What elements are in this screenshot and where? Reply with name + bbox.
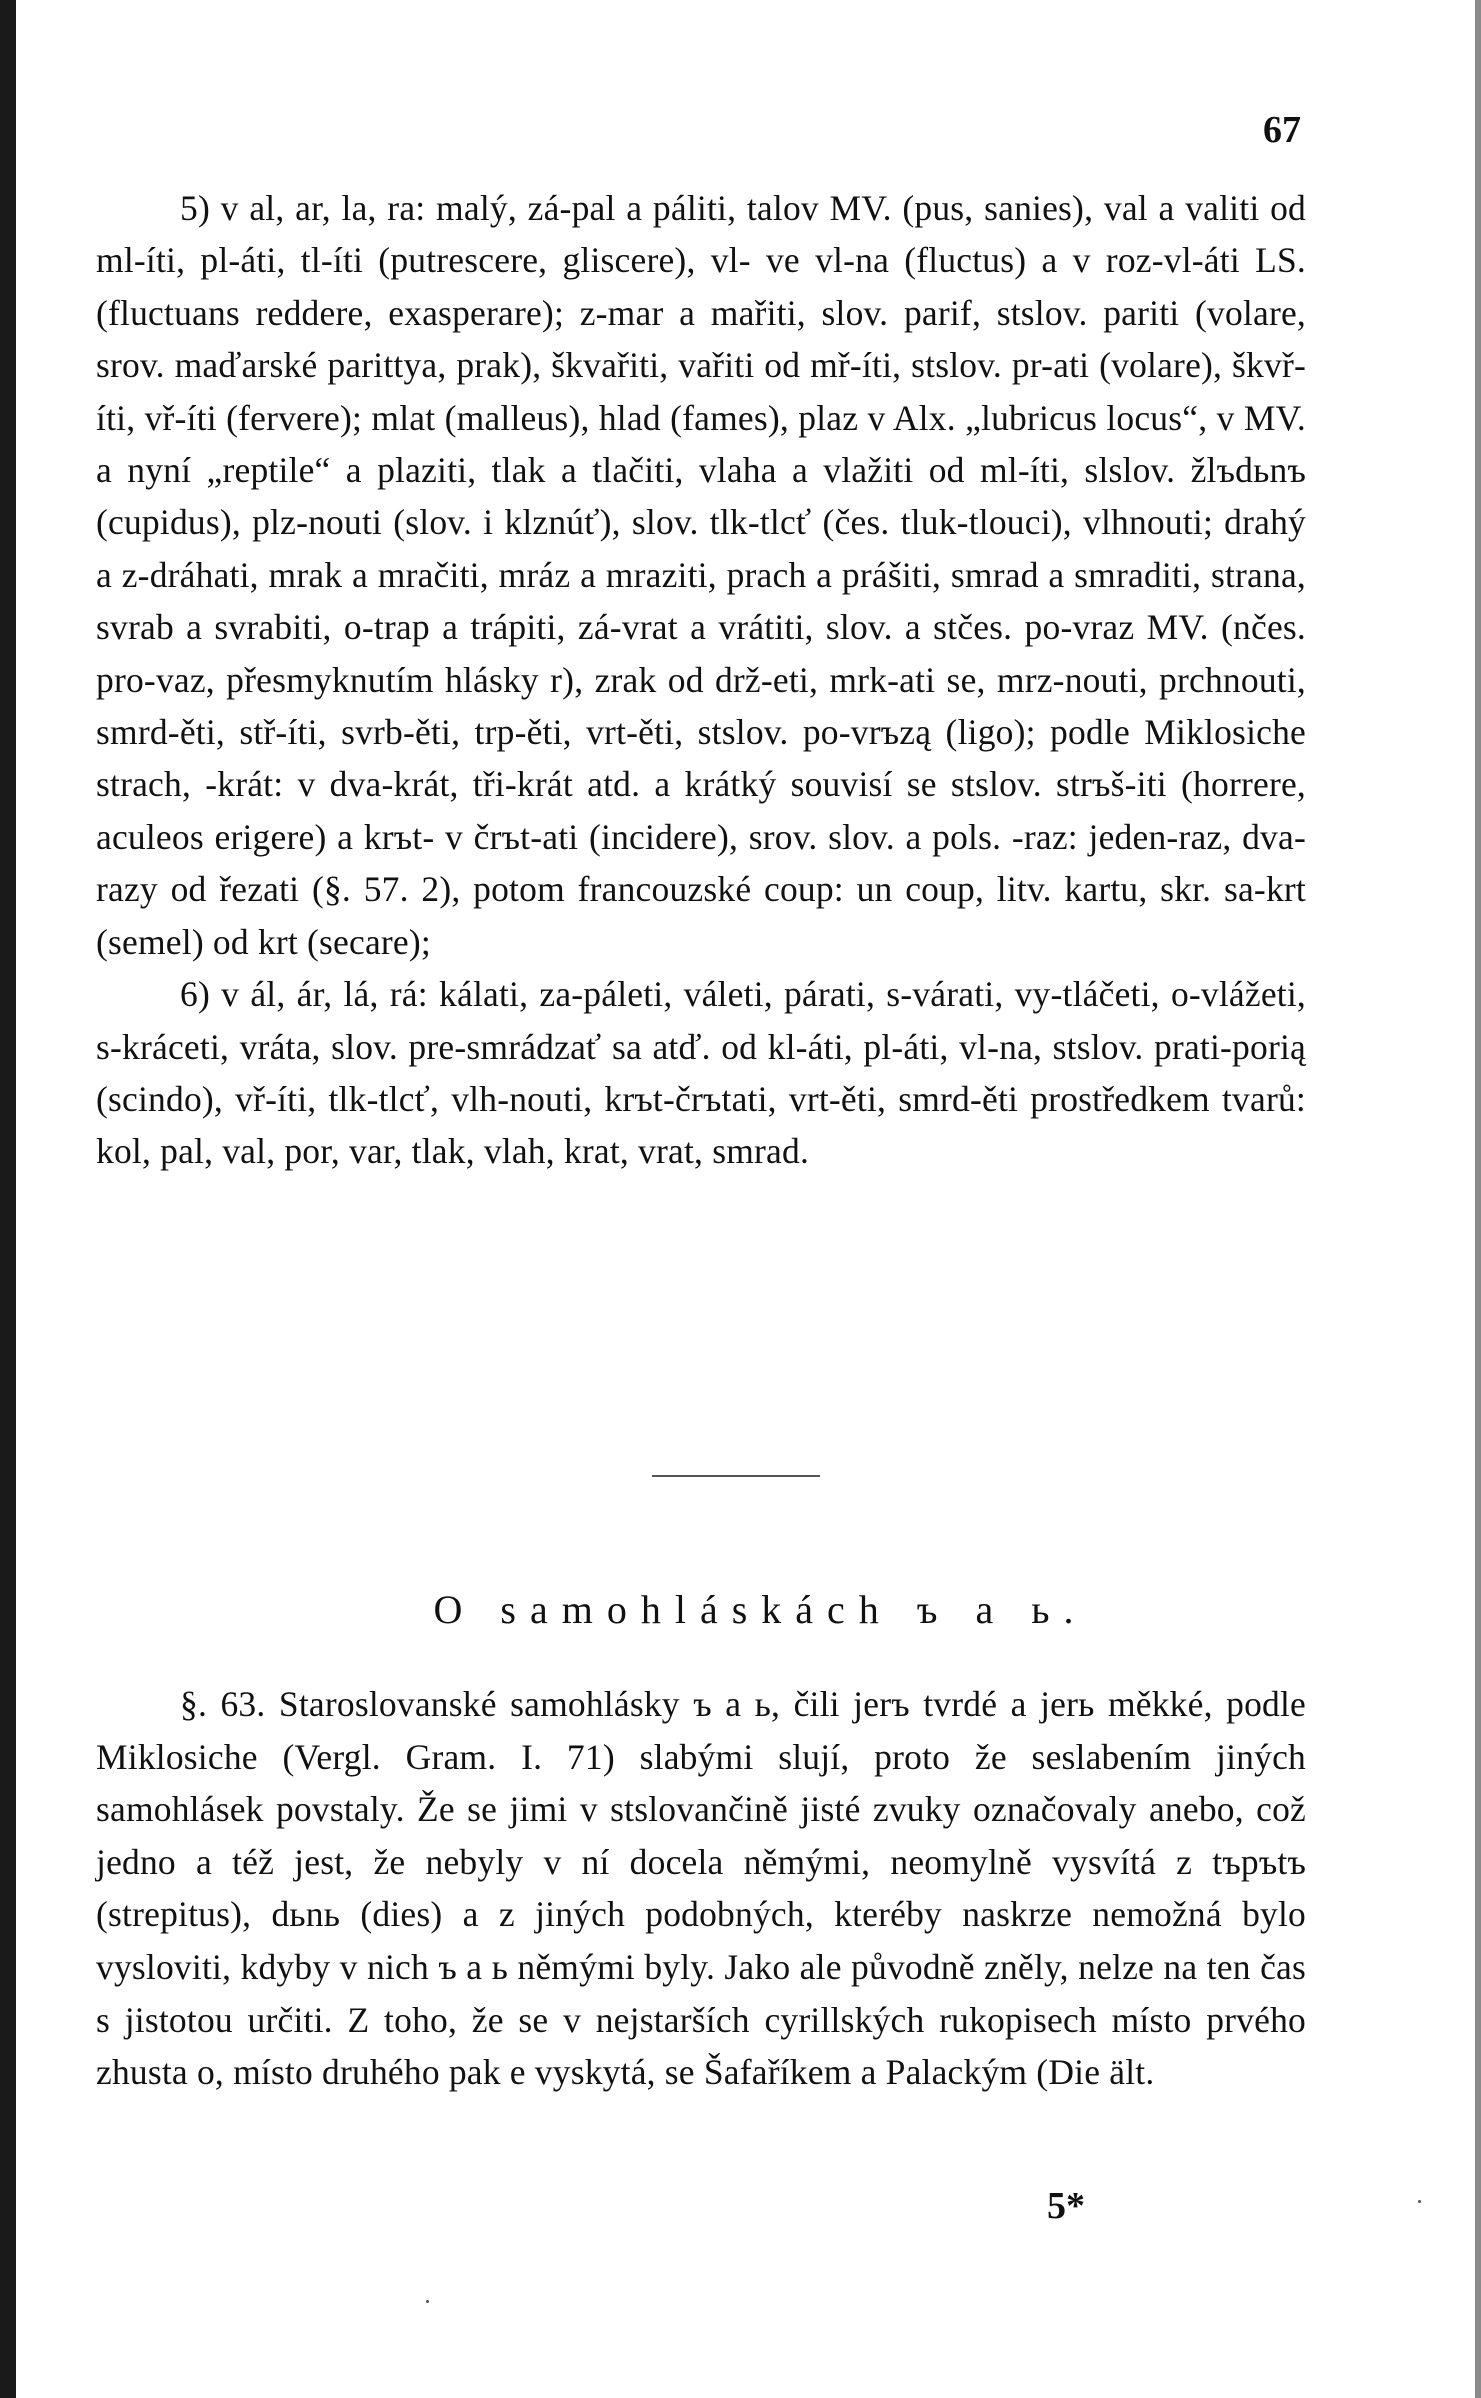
section-divider [652,1475,820,1477]
scan-border-left [0,0,16,2398]
scan-speck [1418,2200,1421,2203]
body-text-top [96,182,1306,1178]
paragraph-rule-5: 5) v al, ar, la, ra: malý, zá-pal a páliti, talov MV. (pus, sanies), val a valiti od ml-íti, pl-áti, tl-íti (putrescere, gliscere), vl- ve vl-na (fluctus) a v roz-vl-áti LS. (fluctuans reddere, exasperare); z-mar a mařiti, slov. parif, stslov. pariti (volare, srov. maďarské parittya, prak), škvařiti, vařiti od mř-íti, stslov. pr-ati (volare), škvř-íti, vř-íti (fervere); mlat (malleus), hlad (fames), plaz v Alx. „lubricus locus“, v MV. a nyní „reptile“ a plaziti, tlak a tlačiti, vlaha a vlažiti od ml-íti, slslov. žlъdьnъ (cupidus), plz-nouti (slov. i klznúť), slov. tlk-tlcť (čes. tluk-tlouci), vlhnouti; drahý a z-dráhati, mrak a mračiti, mráz a mraziti, prach a prášiti, smrad a smraditi, strana, svrab a svrabiti, o-trap a trápiti, zá-vrat a vrátiti, slov. a stčes. po-vraz MV. (nčes. pro-vaz, přesmyknutím hlásky r), zrak od drž-eti, mrk-ati se, mrz-nouti, prchnouti, smrd-ěti, stř-íti, svrb-ěti, trp-ěti, vrt-ěti, stslov. po-vrъzą (ligo); podle Miklosiche strach, -krát: v dva-krát, tři-krát atd. a krátký souvisí se stslov. strъš-iti (horrere, aculeos erigere) a krъt- v črъt-ati (incidere), srov. slov. a pols. -raz: jeden-raz, dva-razy od řezati (§. 57. 2), potom francouzské coup: un coup, litv. kartu, skr. sa-krt (semel) od krt (secare); [96,188,1306,962]
paragraph-rule-6: 6) v ál, ár, lá, rá: kálati, za-páleti, váleti, párati, s-várati, vy-tláčeti, o-vlážeti, s-kráceti, vráta, slov. pre-smrádzať sa atď. od kl-áti, pl-áti, vl-na, stslov. prati-porią (scindo), vř-íti, tlk-tlcť, vlh-nouti, krъt-črъtati, vrt-ěti, smrd-ěti prostředkem tvarů: kol, pal, val, por, var, tlak, vlah, krat, vrat, smrad. [96,974,1306,1172]
scan-speck [426,2300,429,2303]
paragraph-section-63: §. 63. Staroslovanské samohlásky ъ a ь, čili jerъ tvrdé a jerь měkké, podle Miklosiche (Vergl. Gram. I. 71) slabými slují, proto že seslabením jiných samohlásek povstaly. Že se jimi v stslovančině jisté zvuky označovaly anebo, což jedno a též jest, že nebyly v ní docela němými, neomylně vysvítá z tъpъtъ (strepitus), dьnь (dies) a z jiných podobných, kteréby naskrze nemožná bylo vysloviti, kdyby v nich ъ a ь němými byly. Jako ale původně zněly, nelze na ten čas s jistotou určiti. Z toho, že se v nejstarších cyrillských rukopisech místo prvého zhusta o, místo druhého pak e vyskytá, se Šafaříkem a Palackým (Die ält. [96,1684,1306,2093]
page-number: 67 [1263,109,1301,151]
signature-mark: 5* [1047,2185,1085,2227]
body-text-section [96,1678,1306,2099]
scan-border-right [1475,0,1481,2398]
section-heading: O samohláskách ъ a ь. [433,1587,1088,1632]
